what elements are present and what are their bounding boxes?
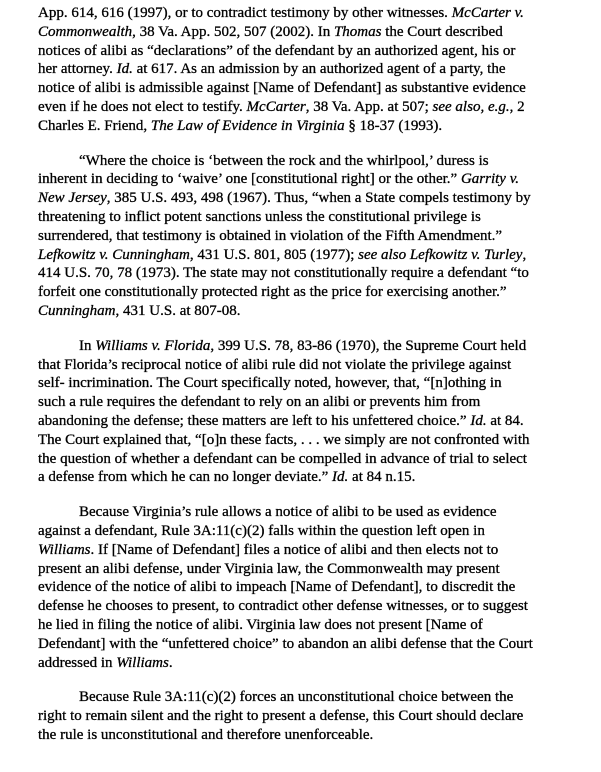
text-run: In	[79, 337, 96, 354]
text-run: threatening to inflict potent sanctions unless the constitutional privilege is	[38, 208, 481, 225]
citation-italic-run: Thomas	[333, 23, 382, 40]
text-run: defense he chooses to present, to contradict other defense witnesses, or to suggest	[38, 598, 528, 615]
text-line	[38, 503, 593, 522]
text-run: evidence of the notice of alibi to impeach [Name of Defendant], to discredit the	[38, 579, 516, 596]
citation-italic-run: McCarter	[246, 98, 306, 115]
text-run: a defense from which he can no longer deviate.”	[38, 469, 333, 486]
paragraph	[38, 337, 593, 487]
text-line	[38, 4, 593, 23]
text-run: the Court described	[381, 23, 503, 40]
text-run: inherent in deciding to ‘waive’ one [constitutional right] or the other.”	[38, 171, 461, 188]
paragraph	[38, 688, 593, 744]
text-line	[38, 42, 593, 61]
text-run: surrendered, that testimony is obtained in violation of the Fifth Amendment.”	[38, 227, 503, 244]
text-run: at 84 n.15.	[348, 469, 416, 486]
text-line	[38, 560, 593, 579]
citation-italic-run: Garrity v.	[460, 171, 519, 188]
text-run: App. 614, 616 (1997), or to contradict testimony by other witnesses.	[38, 5, 452, 21]
text-run: such a rule requires the defendant to rely on an alibi or prevents him from	[38, 394, 481, 411]
text-line	[38, 726, 593, 745]
text-line	[38, 468, 593, 487]
text-line	[38, 246, 593, 265]
text-run: the question of whether a defendant can be compelled in advance of trial to select	[38, 450, 527, 467]
citation-italic-run: Williams	[116, 654, 169, 671]
text-run: , 399 U.S. 78, 83-86 (1970), the Supreme Court held	[210, 337, 527, 354]
text-run: addressed in	[38, 654, 117, 671]
text-line	[38, 283, 593, 302]
text-line	[38, 374, 593, 393]
citation-italic-run: Lefkowitz v. Cunningham	[38, 246, 190, 263]
paragraph	[38, 503, 593, 672]
text-run: . If [Name of Defendant] files a notice of alibi and then elects not to	[90, 541, 499, 558]
text-run: , 2	[509, 98, 525, 115]
text-run: “Where the choice is ‘between the rock and the whirlpool,’ duress is	[79, 152, 489, 169]
text-run: self- incrimination. The Court specifically noted, however, that, “[n]othing in	[38, 375, 502, 392]
text-line	[38, 79, 593, 98]
citation-italic-run: Williams v. Florida	[95, 337, 211, 354]
text-run: § 18-37 (1993).	[344, 117, 443, 134]
citation-italic-run: McCarter v.	[451, 5, 524, 21]
text-run: , 431 U.S. at 807-08.	[115, 302, 241, 319]
text-run: Because Virginia’s rule allows a notice of alibi to be used as evidence	[79, 504, 497, 521]
text-run: , 38 Va. App. at 507;	[305, 98, 433, 115]
text-line	[38, 597, 593, 616]
text-line	[38, 208, 593, 227]
citation-italic-run: Id.	[470, 412, 487, 429]
text-line	[38, 227, 593, 246]
text-line	[38, 541, 593, 560]
citation-italic-run: see also, e.g.	[432, 98, 510, 115]
text-run: her attorney.	[38, 61, 117, 78]
text-line	[38, 23, 593, 42]
citation-italic-run: New Jersey	[38, 190, 107, 207]
text-run: at 617. As an admission by an authorized agent of a party, the	[132, 61, 506, 78]
citation-italic-run: Williams	[38, 541, 91, 558]
text-run: present an alibi defense, under Virginia law, the Commonwealth may present	[38, 560, 500, 577]
text-run: 414 U.S. 70, 78 (1973). The state may not constitutionally require a defendant “to	[38, 265, 529, 282]
text-line	[38, 450, 593, 469]
text-line	[38, 688, 593, 707]
text-run: .	[168, 654, 173, 671]
text-run: Charles E. Friend,	[38, 117, 151, 134]
text-run: he lied in filing the notice of alibi. Virginia law does not present [Name of	[38, 616, 483, 633]
text-run: forfeit one constitutionally protected right as the price for exercising another.”	[38, 284, 507, 301]
text-run: that Florida’s reciprocal notice of alibi rule did not violate the privilege against	[38, 356, 512, 373]
text-line	[38, 707, 593, 726]
text-run: right to remain silent and the right to present a defense, this Court should declare	[38, 708, 524, 725]
text-run: Because Rule 3A:11(c)(2) forces an unconstitutional choice between the	[79, 689, 514, 706]
text-run: , 385 U.S. 493, 498 (1967). Thus, “when a State compels testimony by	[106, 190, 531, 207]
citation-italic-run: Commonwealth	[38, 23, 133, 40]
text-line	[38, 170, 593, 189]
text-run: notices of alibi as “declarations” of the defendant by an authorized agent, his or	[38, 42, 516, 59]
text-line	[38, 356, 593, 375]
text-line	[38, 189, 593, 208]
citation-italic-run: see also Lefkowitz v. Turley	[358, 246, 523, 263]
text-line	[38, 98, 593, 117]
text-run: abandoning the defense; these matters are left to his unfettered choice.”	[38, 412, 471, 429]
text-line	[38, 431, 593, 450]
text-line	[38, 635, 593, 654]
text-line	[38, 412, 593, 431]
text-line	[38, 117, 593, 136]
text-run: , 431 U.S. 801, 805 (1977);	[189, 246, 359, 263]
text-run: the rule is unconstitutional and therefore unenforceable.	[38, 726, 374, 743]
text-line	[38, 152, 593, 171]
text-line	[38, 393, 593, 412]
text-line	[38, 337, 593, 356]
text-run: ,	[522, 246, 527, 263]
text-run: The Court explained that, “[o]n these facts, . . . we simply are not confronted with	[38, 431, 530, 448]
citation-italic-run: Cunningham	[38, 302, 116, 319]
text-line	[38, 264, 593, 283]
text-run: against a defendant, Rule 3A:11(c)(2) falls within the question left open in	[38, 522, 485, 539]
text-run: notice of alibi is admissible against [Name of Defendant] as substantive evidence	[38, 80, 526, 97]
text-run: at 84.	[486, 412, 524, 429]
text-line	[38, 654, 593, 673]
text-line	[38, 60, 593, 79]
text-run: , 38 Va. App. 502, 507 (2002). In	[132, 23, 334, 40]
text-line	[38, 578, 593, 597]
text-line	[38, 302, 593, 321]
text-line	[38, 616, 593, 635]
paragraph	[38, 4, 593, 136]
citation-italic-run: The Law of Evidence in Virginia	[150, 117, 345, 134]
text-run: even if he does not elect to testify.	[38, 98, 247, 115]
paragraph	[38, 152, 593, 321]
text-line	[38, 522, 593, 541]
citation-italic-run: Id.	[332, 469, 349, 486]
text-run: Defendant] with the “unfettered choice” to abandon an alibi defense that the Court	[38, 635, 533, 652]
citation-italic-run: Id.	[116, 61, 133, 78]
